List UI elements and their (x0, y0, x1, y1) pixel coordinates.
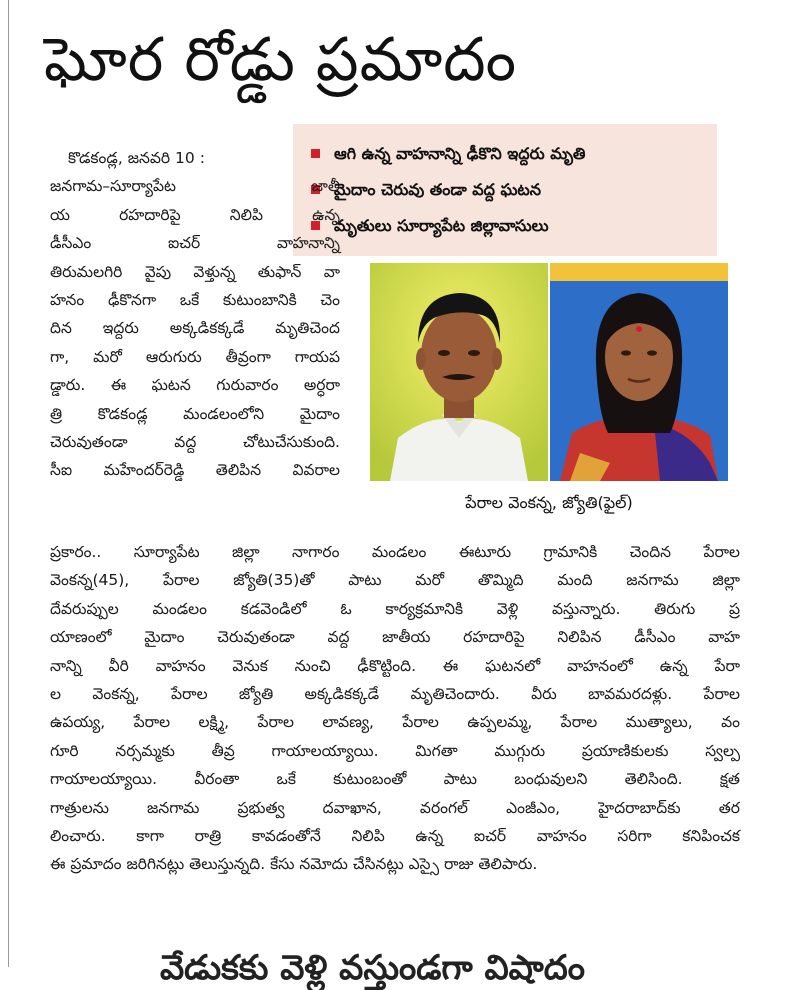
highlight-item (311, 176, 711, 204)
highlight-item (311, 212, 711, 240)
photo-jyothi (550, 263, 728, 481)
woman-portrait-icon (550, 263, 728, 481)
article-line: ప్రకారం.. సూర్యాపేట జిల్లా నాగారం మండలం ఈటూరు గ్రామానికి చెందిన పేరాల (50, 543, 740, 561)
article-line: డీసీఎం ఐచర్ వాహనాన్ని (50, 234, 340, 253)
photo-venkanna (370, 263, 548, 481)
highlight-text: మైదాం చెరువు తండా వద్ద ఘటన (334, 180, 542, 199)
article-line: తిరుమలగిరి వైపు వెళ్తున్న తుఫాన్ వా (50, 262, 340, 281)
article-line: హనం ఢీకొనగా ఒకే కుటుంబానికి చెం (50, 290, 340, 309)
article-left-column (50, 144, 340, 485)
article-line: త్రి కొడకండ్ల మండలంలోని మైదాం (50, 404, 340, 423)
article-line: జనగామ–సూర్యాపేట జాతీ (50, 177, 340, 196)
column-rule (8, 0, 9, 967)
article-line: ఈ ప్రమాదం జరిగినట్లు తెలుస్తున్నది. కేసు నమోదు చేసినట్లు ఎస్సై రాజు తెలిపారు. (50, 855, 538, 874)
article-line: య రహదారిపై నిలిపి ఉన్న (50, 205, 340, 224)
article-line: గాత్రులను జనగామ ప్రభుత్వ దవాఖాన, వరంగల్ ఎంజీఎం, హైదరాబాద్‌కు తర (50, 798, 740, 817)
article-line: లించారు. కాగా రాత్రి కావడంతోనే నిలిపి ఉన్న ఐచర్ వాహనం సరిగా కనిపించక (50, 826, 740, 845)
article-line: గూరి నర్సమ్మకు తీవ్ర గాయాలయ్యాయి. మిగతా ముగ్గురు ప్రయాణికులకు స్వల్ప (50, 741, 740, 760)
article-line: యాణంలో మైదాం చెరువుతండా వద్ద జాతీయ రహదారిపై నిలిపిన డీసీఎం వాహ (50, 628, 740, 647)
article-line: ల వెంకన్న, పేరాల జ్యోతి అక్కడికక్కడే మృతిచెందారు. వీరు బావమరదళ్లు. పేరాల (50, 684, 740, 703)
man-portrait-icon (370, 263, 548, 481)
highlight-text: మృతులు సూర్యాపేట జిల్లావాసులు (334, 216, 549, 235)
article-line: డ్డారు. ఈ ఘటన గురువారం అర్ధరా (50, 376, 340, 395)
article-line: కొడకండ్ల, జనవరి 10 : (68, 149, 205, 167)
headline: ఘోర రోడ్డు ప్రమాదం (44, 25, 518, 95)
next-headline-text: వేడుకకు వెళ్లి వస్తుండగా విషాదం (160, 948, 585, 988)
photo-caption: పేరాల వెంకన్న, జ్యోతి(ఫైల్) (465, 493, 633, 512)
article-line: గా, మరో ఆరుగురు తీవ్రంగా గాయప (50, 347, 340, 366)
next-headline-cut (160, 946, 680, 988)
article-line: దిన ఇద్దరు అక్కడికక్కడే మృతిచెంద (50, 319, 340, 338)
article-full-width (50, 538, 740, 879)
article-line: చెరువుతండా వద్ద చోటుచేసుకుంది. (50, 432, 340, 451)
highlight-item (311, 140, 711, 168)
article-line: గాయాలయ్యాయి. వీరంతా ఒకే కుటుంబంతో పాటు బంధువులని తెలిసింది. క్షత (50, 770, 740, 789)
article-line: దేవరుప్పుల మండలం కడవెండిలో ఓ కార్యక్రమానికి వెళ్లి వస్తున్నారు. తిరుగు ప్ర (50, 599, 740, 618)
article-line: ఉపయ్య, పేరాల లక్ష్మి, పేరాల లావణ్య, పేరాల ఉప్పలమ్మ, పేరాల ముత్యాలు, వం (50, 713, 740, 732)
article-line: వెంకన్న(45), పేరాల జ్యోతి(35)తో పాటు మరో తొమ్మిది మంది జనగామ జిల్లా (50, 571, 740, 590)
highlights-box (293, 124, 717, 256)
highlight-text: ఆగి ఉన్న వాహనాన్ని ఢీకొని ఇద్దరు మృతి (334, 144, 586, 163)
article-line: నాన్ని వీరి వాహనం వెనుక నుంచి ఢీకొట్టింది. ఈ ఘటనలో వాహనంలో ఉన్న పేరా (50, 656, 740, 675)
article-line: సీఐ మహేందర్‌రెడ్డి తెలిపిన వివరాల (50, 461, 340, 480)
